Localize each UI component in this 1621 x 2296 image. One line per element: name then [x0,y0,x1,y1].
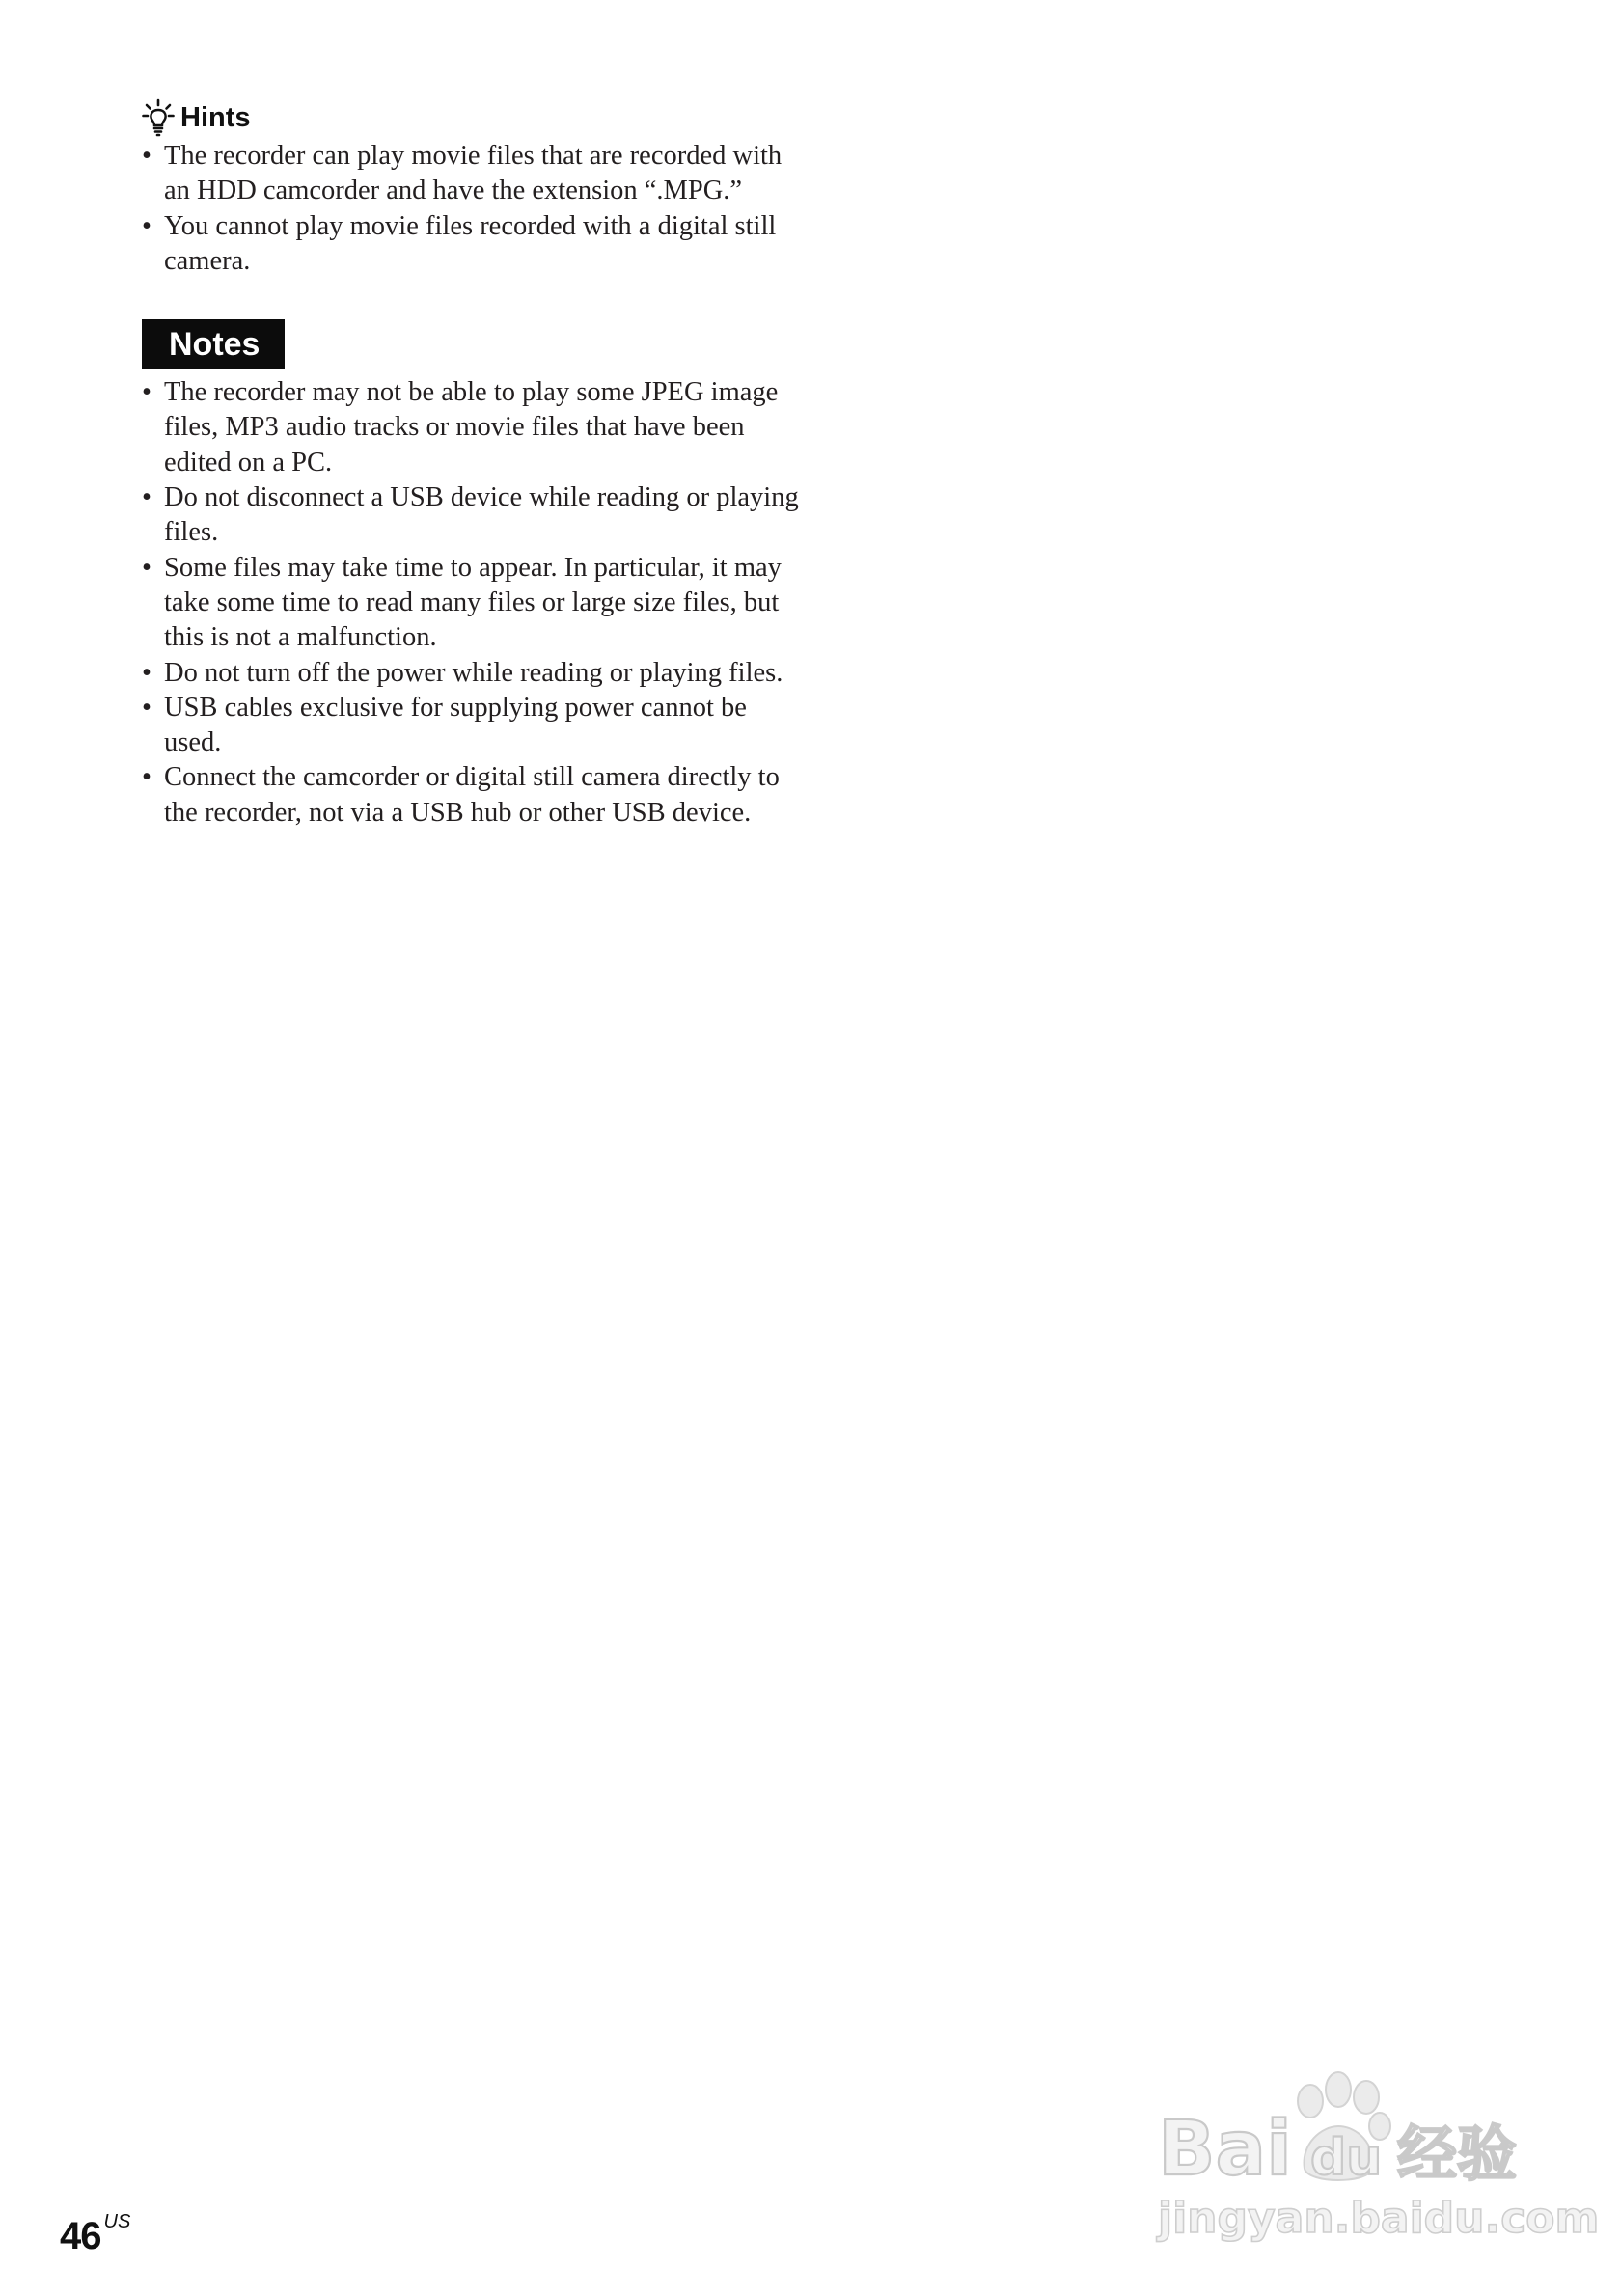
hints-heading [142,96,808,139]
hint-text: The recorder can play movie files that are recorded with an HDD camcorder and have the extension “.MPG.” [164,141,783,206]
note-text: The recorder may not be able to play some JPEG image files, MP3 audio tracks or movie files that have been edited on a PC. [164,377,779,478]
bullet-icon: • [142,762,151,793]
note-item [142,691,808,761]
bullet-icon: • [142,552,151,583]
svg-text:jingyan.baidu.com: jingyan.baidu.com [1158,2194,1600,2243]
note-text: Connect the camcorder or digital still camera directly to the recorder, not via a USB hub or other USB device. [164,762,780,828]
page-number-value: 46 [60,2215,101,2257]
notes-heading: Notes [142,319,285,369]
note-text: Some files may take time to appear. In particular, it may take some time to read many files or large size files, but this is not a malfunction. [164,552,782,653]
bullet-icon: • [142,692,151,723]
note-item [142,480,808,551]
bullet-icon: • [142,657,151,688]
note-item [142,760,808,831]
note-item [142,656,808,691]
baidu-watermark-logo [1139,2055,1600,2248]
hint-item [142,209,808,280]
note-item [142,375,808,480]
bullet-icon: • [142,482,151,513]
content-column [142,96,808,831]
svg-text:经验: 经验 [1397,2118,1518,2189]
bullet-icon: • [142,141,151,171]
note-text: Do not disconnect a USB device while reading or playing files. [164,482,799,548]
note-text: Do not turn off the power while reading or playing files. [164,657,783,688]
lightbulb-icon [142,98,175,137]
page-region: US [103,2210,131,2232]
svg-text:du: du [1310,2129,1383,2187]
svg-text:Bai: Bai [1158,2106,1292,2193]
hint-text: You cannot play movie files recorded with a digital still camera. [164,210,777,276]
bullet-icon: • [142,377,151,408]
bullet-icon: • [142,210,151,241]
hint-item [142,139,808,209]
page-number [60,2210,131,2258]
hints-list [142,139,808,279]
note-item [142,551,808,656]
notes-list [142,375,808,831]
note-text: USB cables exclusive for supplying power cannot be used. [164,692,747,758]
hints-title: Hints [180,101,251,133]
